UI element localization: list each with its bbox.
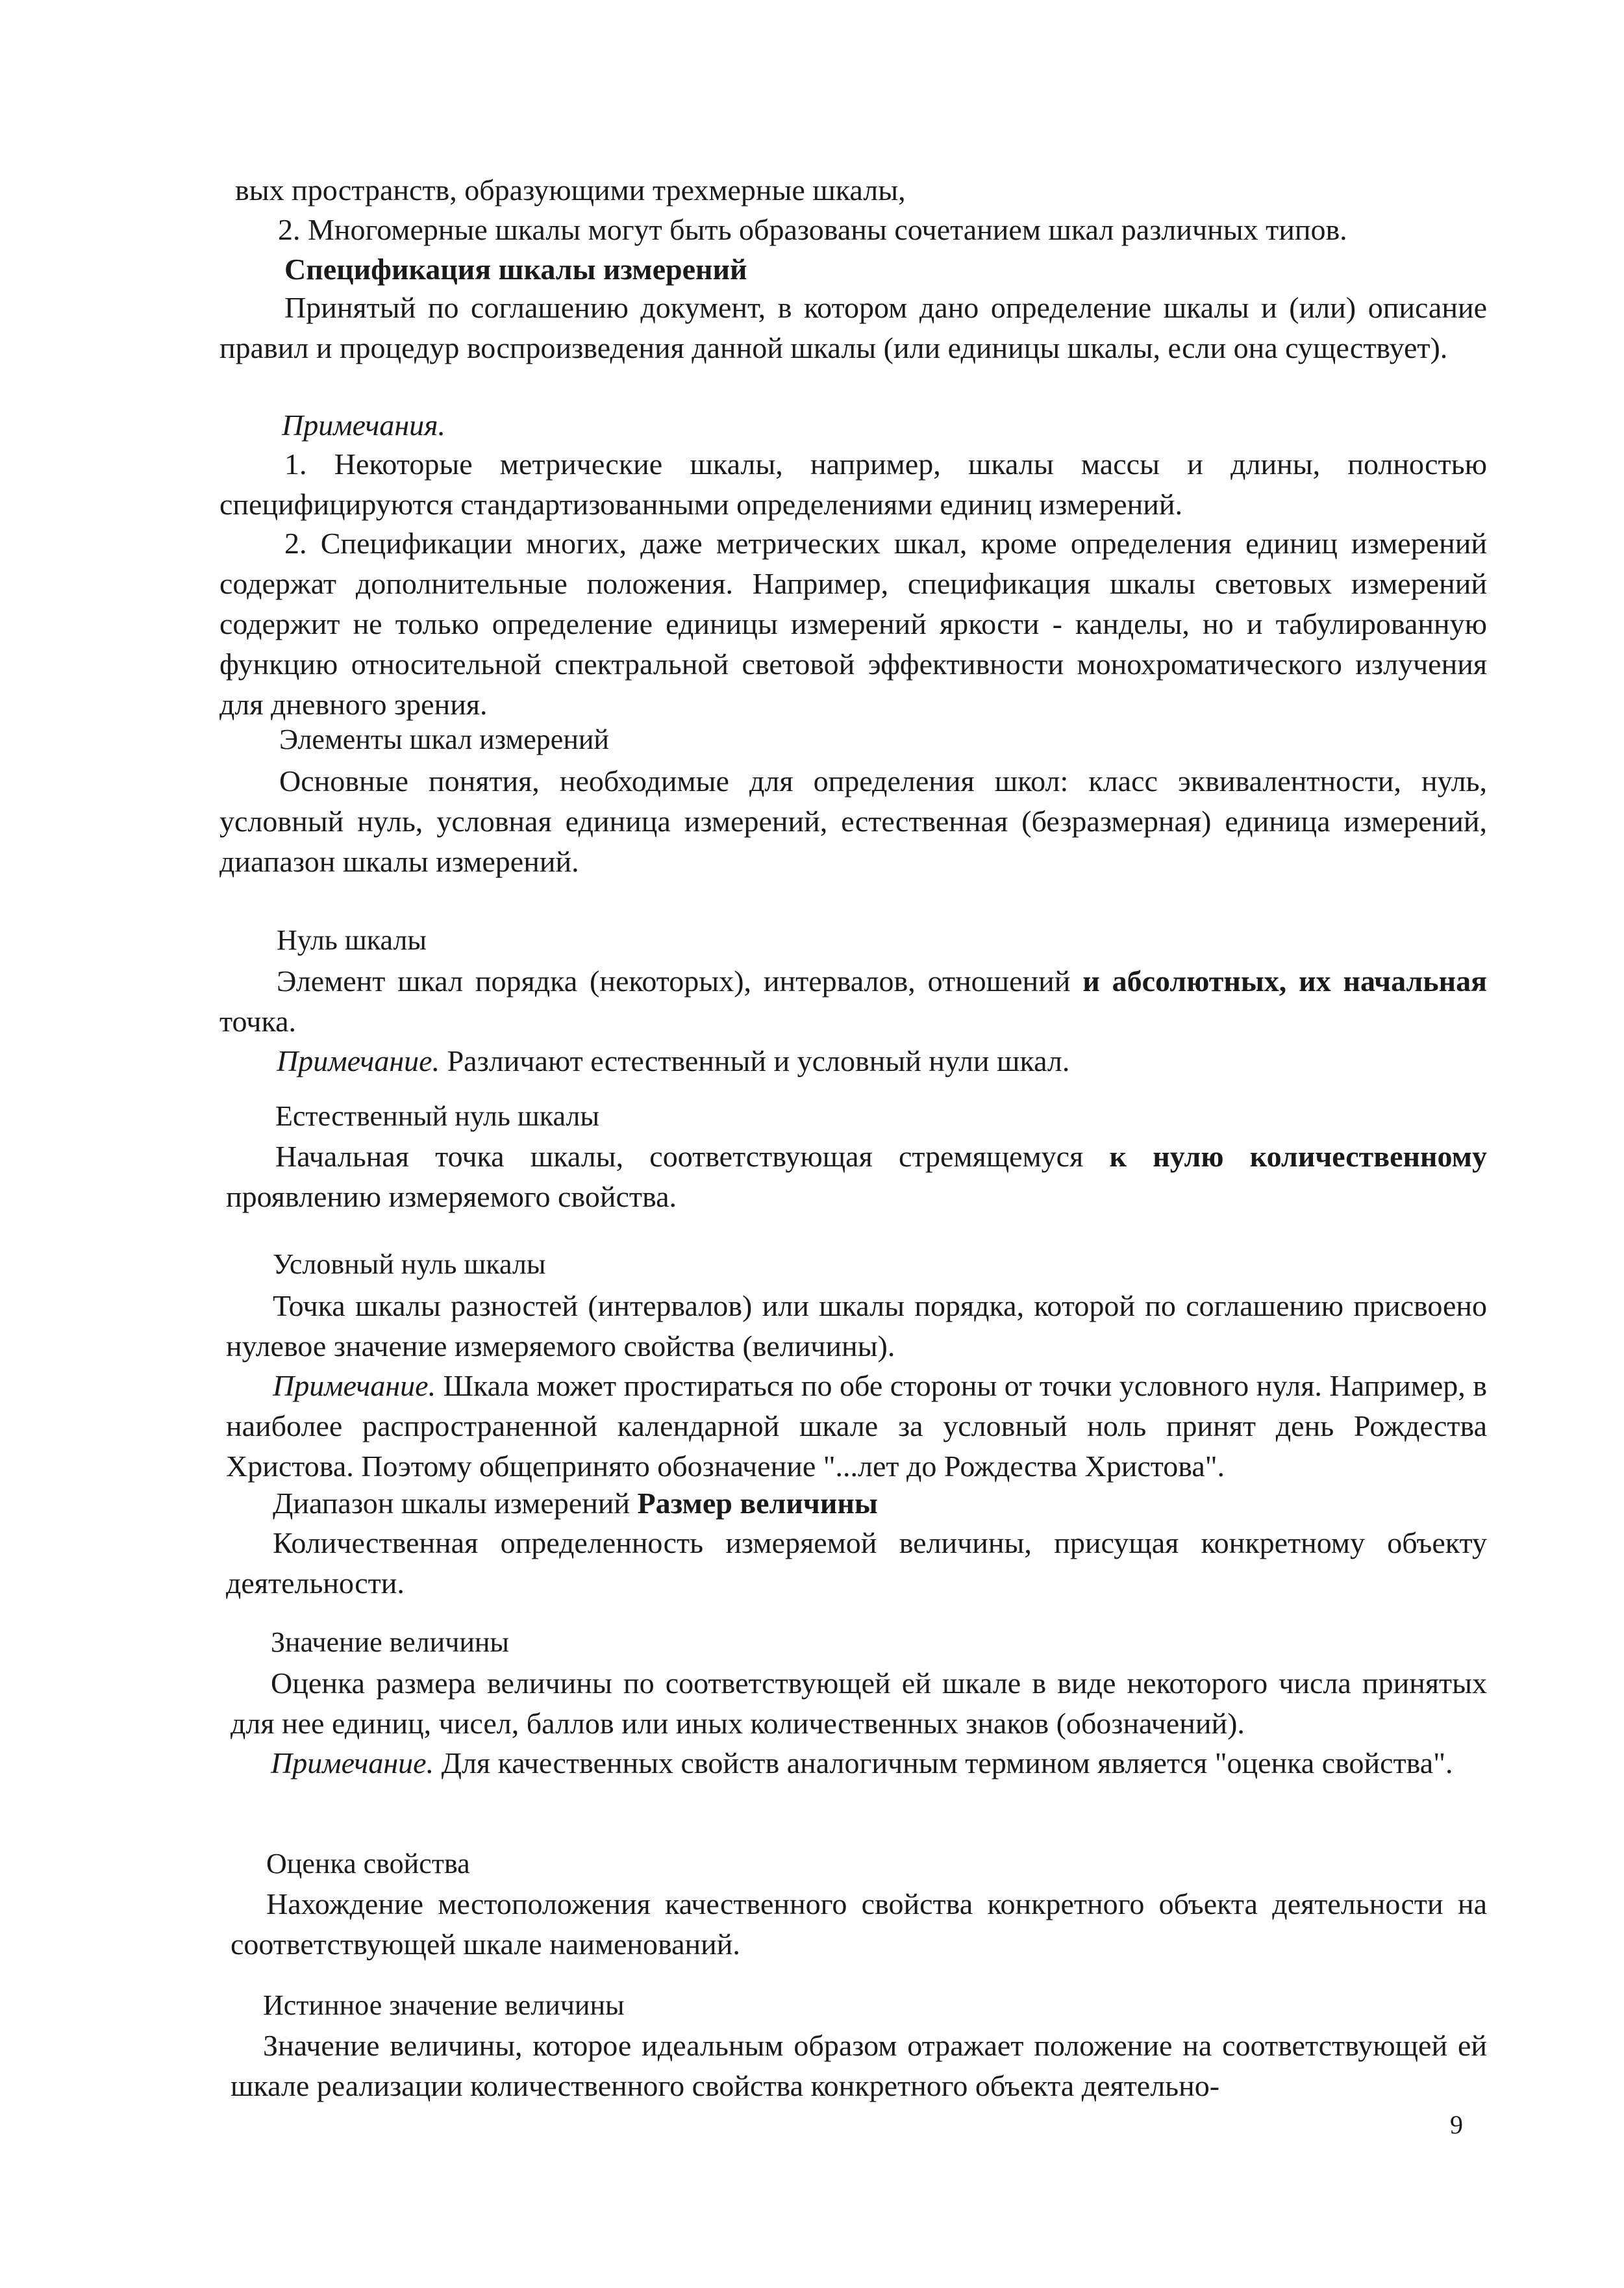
- heading-run: Диапазон шкалы измерений: [273, 1487, 638, 1520]
- text-line: вых пространств, образующими трехмерные шкалы,: [235, 173, 906, 207]
- note-text: Различают естественный и условный нули шкал.: [440, 1044, 1070, 1077]
- paragraph: [226, 1137, 1487, 1217]
- section-heading: Нуль шкалы: [277, 924, 427, 956]
- note-paragraph: [219, 1041, 1487, 1081]
- note-label: Примечание.: [277, 1044, 440, 1077]
- text-run: точка.: [219, 1005, 297, 1038]
- text-line: 2. Многомерные шкалы могут быть образованы сочетанием шкал различных типов.: [278, 213, 1347, 246]
- note-paragraph: 1. Некоторые метрические шкалы, например, шкалы массы и длины, полностью специфицируются стандартизованными определениями единиц измерений.: [219, 447, 1487, 521]
- text-run: Элемент шкал порядка (некоторых), интервалов, отношений: [277, 964, 1083, 998]
- text-run: проявлению измеряемого свойства.: [226, 1180, 677, 1213]
- paragraph: Нахождение местоположения качественного свойства конкретного объекта деятельности на соответствующей шкале наименований.: [231, 1887, 1487, 1961]
- note-paragraph: [231, 1743, 1487, 1783]
- note-label: Примечание.: [271, 1746, 434, 1779]
- bold-run: и абсолютных, их начальная: [1082, 964, 1488, 998]
- section-heading: Истинное значение величины: [263, 1989, 625, 2021]
- note-paragraph: [226, 1366, 1487, 1487]
- note-label: Примечание.: [273, 1369, 436, 1402]
- section-heading: Элементы шкал измерений: [279, 723, 609, 755]
- section-heading: Естественный нуль шкалы: [275, 1100, 599, 1132]
- paragraph: [219, 961, 1487, 1042]
- paragraph: Оценка размера величины по соответствующей ей шкале в виде некоторого числа принятых для нее единиц, чисел, баллов или иных количественных знаков (обозначений).: [231, 1666, 1487, 1740]
- section-heading: Спецификация шкалы измерений: [284, 253, 747, 286]
- paragraph: Основные понятия, необходимые для определения школ: класс эквивалентности, нуль, условный нуль, условная единица измерений, естественная (безразмерная) единица измерений, диапазон шкалы измерений.: [219, 764, 1487, 878]
- paragraph: Точка шкалы разностей (интервалов) или шкалы порядка, которой по соглашению присвоено нулевое значение измеряемого свойства (величины).: [226, 1289, 1487, 1363]
- note-text: Для качественных свойств аналогичным термином является "оценка свойства".: [434, 1746, 1453, 1779]
- section-heading: Оценка свойства: [266, 1848, 470, 1879]
- bold-heading-run: Размер величины: [637, 1487, 878, 1520]
- section-heading: [226, 1483, 1487, 1524]
- paragraph: Принятый по соглашению документ, в котором дано определение шкалы и (или) описание правил и процедур воспроизведения данной шкалы (или единицы шкалы, если она существует).: [219, 291, 1487, 364]
- text-run: Начальная точка шкалы, соответствующая стремящемуся: [275, 1140, 1110, 1173]
- page-number: 9: [1450, 2110, 1463, 2139]
- notes-label: Примечания.: [282, 409, 446, 442]
- bold-run: к нулю количественному: [1109, 1140, 1487, 1173]
- section-heading: Условный нуль шкалы: [273, 1248, 546, 1280]
- note-text: Шкала может простираться по обе стороны от точки условного нуля. Например, в наиболее распространенной календарной шкале за условный ноль принят день Рождества Христова. Поэтому общепринято обозначение "...лет до Рождества Христова".: [226, 1369, 1487, 1483]
- paragraph: Количественная определенность измеряемой величины, присущая конкретному объекту деятельности.: [226, 1526, 1487, 1600]
- note-paragraph: 2. Спецификации многих, даже метрических шкал, кроме определения единиц измерений содержат дополнительные положения. Например, спецификация шкалы световых измерений содержит не только определение единицы измерений яркости - канделы, но и табулированную функцию относительной спектральной световой эффективности монохроматического излучения для дневного зрения.: [219, 527, 1487, 721]
- section-heading: Значение величины: [271, 1626, 509, 1658]
- paragraph: Значение величины, которое идеальным образом отражает положение на соответствующей ей шкале реализации количественного свойства конкретного объекта деятельно-: [231, 2029, 1487, 2102]
